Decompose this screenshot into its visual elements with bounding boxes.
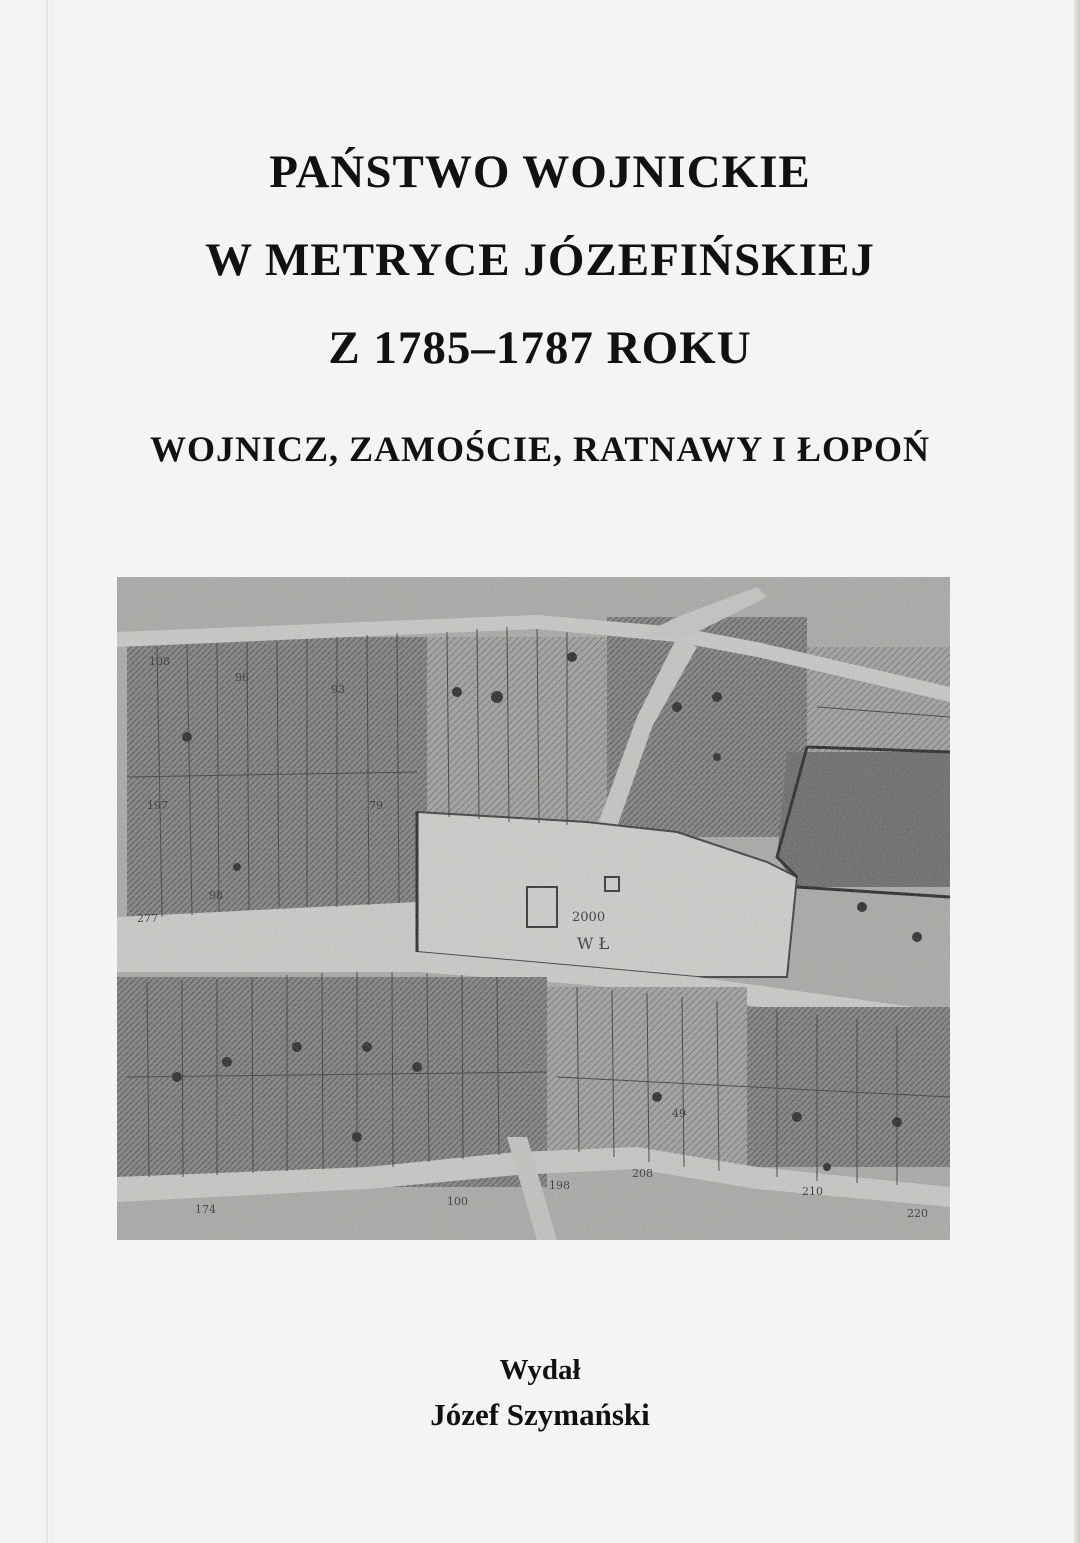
title-line-3: Z 1785–1787 ROKU bbox=[328, 322, 752, 374]
book-subtitle: WOJNICZ, ZAMOŚCIE, RATNAWY I ŁOPOŃ bbox=[149, 429, 931, 469]
cadastral-map-image bbox=[117, 577, 950, 1240]
title-line-2: W METRYCE JÓZEFIŃSKIEJ bbox=[205, 234, 875, 286]
book-title bbox=[60, 128, 1020, 392]
publisher-block bbox=[60, 1348, 1020, 1438]
map-illustration bbox=[117, 577, 950, 1240]
spine-crease-secondary bbox=[52, 0, 53, 1543]
cover-edge-shadow bbox=[1074, 0, 1080, 1543]
publisher-label: Wydał bbox=[499, 1354, 581, 1386]
title-line-1: PAŃSTWO WOJNICKIE bbox=[269, 146, 811, 198]
publisher-name: Józef Szymański bbox=[430, 1397, 650, 1432]
spine-crease bbox=[46, 0, 48, 1543]
